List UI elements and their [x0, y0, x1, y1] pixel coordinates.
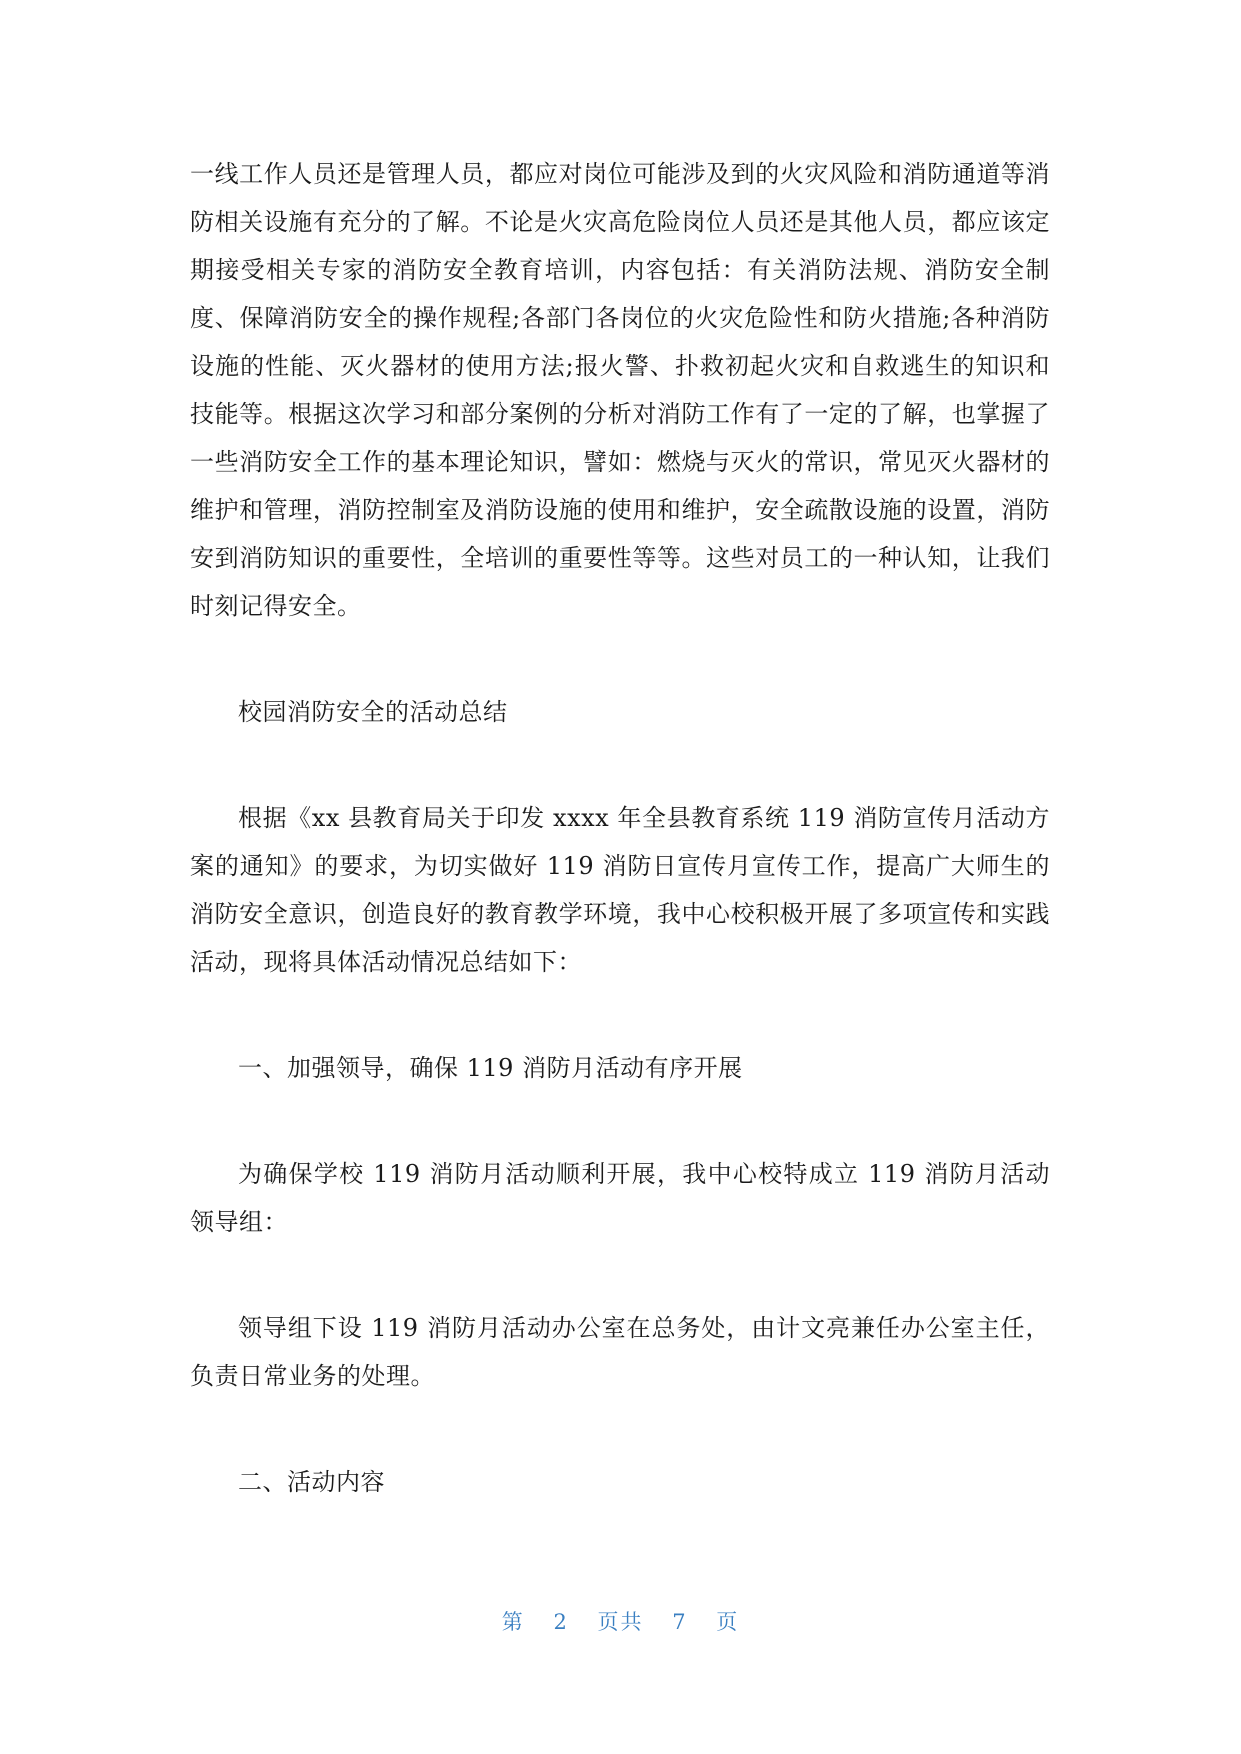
section-title: 校园消防安全的活动总结 — [238, 698, 508, 726]
paragraph-office: 领导组下设 119 消防月活动办公室在总务处，由计文亮兼任办公室主任，负责日常业务的处理。 — [190, 1314, 1050, 1390]
paragraph-continued: 一线工作人员还是管理人员，都应对岗位可能涉及到的火灾风险和消防通道等消防相关设施有充分的了解。不论是火灾高危险岗位人员还是其他人员，都应该定期接受相关专家的消防安全教育培训，内容包括：有关消防法规、消防安全制度、保障消防安全的操作规程;各部门各岗位的火灾危险性和防火措施;各种消防设施的性能、灭火器材的使用方法;报火警、扑救初起火灾和自救逃生的知识和技能等。根据这次学习和部分案例的分析对消防工作有了一定的了解，也掌握了一些消防安全工作的基本理论知识，譬如：燃烧与灭火的常识，常见灭火器材的维护和管理，消防控制室及消防设施的使用和维护，安全疏散设施的设置，消防安到消防知识的重要性，全培训的重要性等等。这些对员工的一种认知，让我们时刻记得安全。 — [190, 160, 1050, 620]
paragraph-leadership: 为确保学校 119 消防月活动顺利开展，我中心校特成立 119 消防月活动领导组： — [190, 1160, 1050, 1236]
heading-one: 一、加强领导，确保 119 消防月活动有序开展 — [238, 1054, 743, 1082]
heading-two: 二、活动内容 — [238, 1468, 385, 1496]
footer-label-end: 页 — [716, 1610, 740, 1634]
footer-label-page: 第 — [501, 1610, 525, 1634]
document-body — [190, 150, 1050, 1506]
footer-label-of: 页共 — [597, 1610, 644, 1634]
footer-total-pages: 7 — [672, 1610, 688, 1634]
page-footer — [0, 1606, 1241, 1636]
footer-current-page: 2 — [553, 1610, 569, 1634]
paragraph-intro: 根据《xx 县教育局关于印发 xxxx 年全县教育系统 119 消防宣传月活动方案的通知》的要求，为切实做好 119 消防日宣传月宣传工作，提高广大师生的消防安全意识，创造良好的教育教学环境，我中心校积极开展了多项宣传和实践活动，现将具体活动情况总结如下： — [190, 804, 1050, 976]
